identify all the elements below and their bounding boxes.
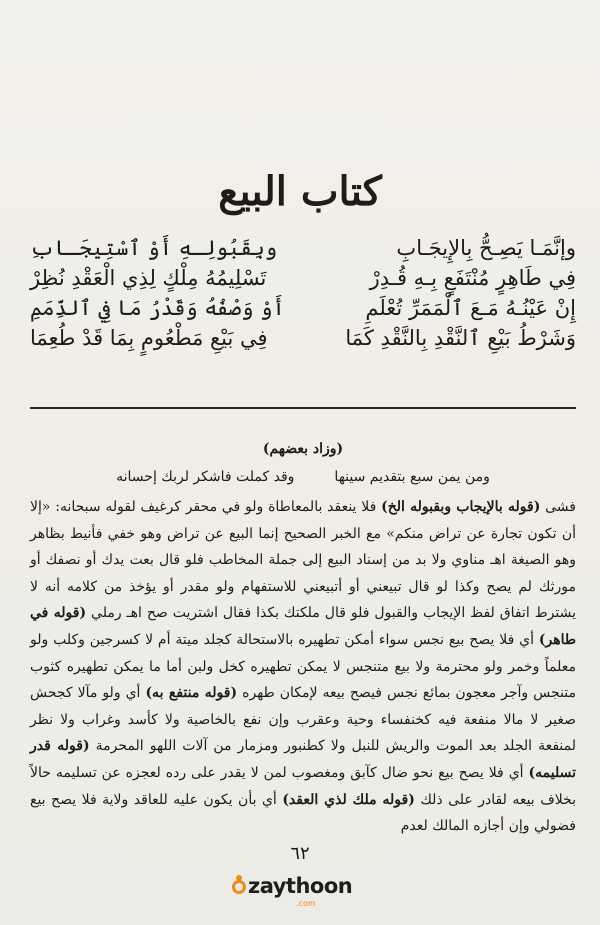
verse-second-hemistich: أَوْ وَصْفُهُ وَقَدْرُ مَا فِي ٱلذِّمَمِ [30,296,285,320]
paragraph-lead: فشى [545,499,576,515]
quote-heading: (قوله بالإيجاب وبقبوله الخ) [381,499,541,515]
logo-domain: .com [296,899,316,908]
zaythoon-logo [232,872,372,912]
verse-second-hemistich: وبِقَبُولِـهِ أَوْ ٱسْتِيجَـابِ [30,236,278,260]
verse-first-hemistich: وَشَرْطُ بَيْعِ ٱلنَّقْدِ بِالنَّقْدِ كَمَا [345,326,576,350]
olive-icon [232,880,246,894]
poem-verse [30,323,576,353]
poem-verse [30,263,576,293]
verse-first-hemistich: وإنَّمَـا يَصِـحُّ بِالإِيجَـابِ [396,236,576,260]
paragraph-text: أي فلا يصح بيع نحو ضال كآبق ومغصوب لمن لا يقدر على رده لعجزه عن تسليمه حالاً بخلاف بيعه لقادر على ذلك [30,764,576,808]
poem-verse [30,293,576,323]
commentary-paragraph [30,494,576,840]
chapter-title: كتاب البيع [218,168,382,215]
commentary-verse [30,464,576,494]
verse-first-hemistich: فِي طَاهِرٍ مُنْتَفَعٍ بِـهِ قُـدِرْ [369,266,576,290]
page-number: ٦٢ [290,843,310,864]
commentary-title: (وزاد بعضهم) [262,441,344,457]
section-divider [30,407,576,409]
poem-block [30,233,576,353]
verse-first-hemistich: إِنْ عَيْنُـهُ مَـعَ ٱلْمَمَرِّ تُعْلَمِ [365,296,576,320]
paragraph-text: أي فلا يصح بيع نجس سواء أمكن تطهيره بالاستحالة كجلد ميتة أم لا كسرجين وكلب ولو معلماً وخمر ولو محترمة ولا بيع متنجس لا يمكن تطهيره كخل ولبن أما ما يمكن تطهيره كثوب متنجس وآجر معجون بمائع نجس فيصح بيعه لإمكان طهره [30,631,577,702]
verse-second-hemistich: فِي بَيْعِ مَطْعُومٍ بِمَا قَدْ طُعِمَا [30,326,268,350]
commentary-verse-first: ومن يمن سبع بتقديم سينها [334,469,490,485]
quote-heading: (قوله ملك لذي العقد) [282,791,415,808]
bleed-through-text [40,40,560,160]
verse-second-hemistich: تَسْلِيمُهُ مِلْكٍ لِذِي الْعَقْدِ نُظِرْ [30,266,267,290]
paragraph-text: أي بأن يكون عليه للعاقد ولاية فلا يصح بيع فضولي وإن أجازه المالك لعدم [30,791,576,835]
quote-heading: (قوله في طاهر) [30,605,577,648]
quote-heading: (قوله قدر تسليمه) [30,738,576,781]
poem-verse [30,233,576,263]
quote-heading: (قوله منتفع به) [145,685,238,702]
logo-wordmark: zaythoon [248,874,353,898]
commentary-block [30,434,576,840]
commentary-verse-second: وقد كملت فاشكر لربك إحسانه [116,469,295,485]
paragraph-text: أي ولو مآلا كجحش صغير لا مالا منفعة فيه كخنفساء وحية وعقرب وإن نفع بالخاصية ولا كأسد وغراب ولا نظر لمنفعة الجلد بعد الموت والريش للنبل ولا كطنبور ومزمار من آلات اللهو المحرمة [30,685,576,755]
paragraph-text: فلا ينعقد بالمعاطاة ولو في محقر كرغيف لقوله سبحانه: «إلا أن تكون تجارة عن تراض منكم» مع الخبر الصحيح إنما البيع عن تراض وهو خفي فأنيط بظاهر وهو الصيغة اهـ مناوي ولا بد من إسناد البيع إلى جملة المخاطب فلو قال بعت يدك أو نصفك أو مورثك لم يصح وكذا لو قال تبيعني أو أتبيعني للاستفهام ولو مقدر أو يؤخذ من كلامه أنه لا يشترط اتفاق لفظ الإيجاب والقبول فلو قال ملكتك بكذا فقال اشتريت صح اهـ رملي [30,499,576,622]
